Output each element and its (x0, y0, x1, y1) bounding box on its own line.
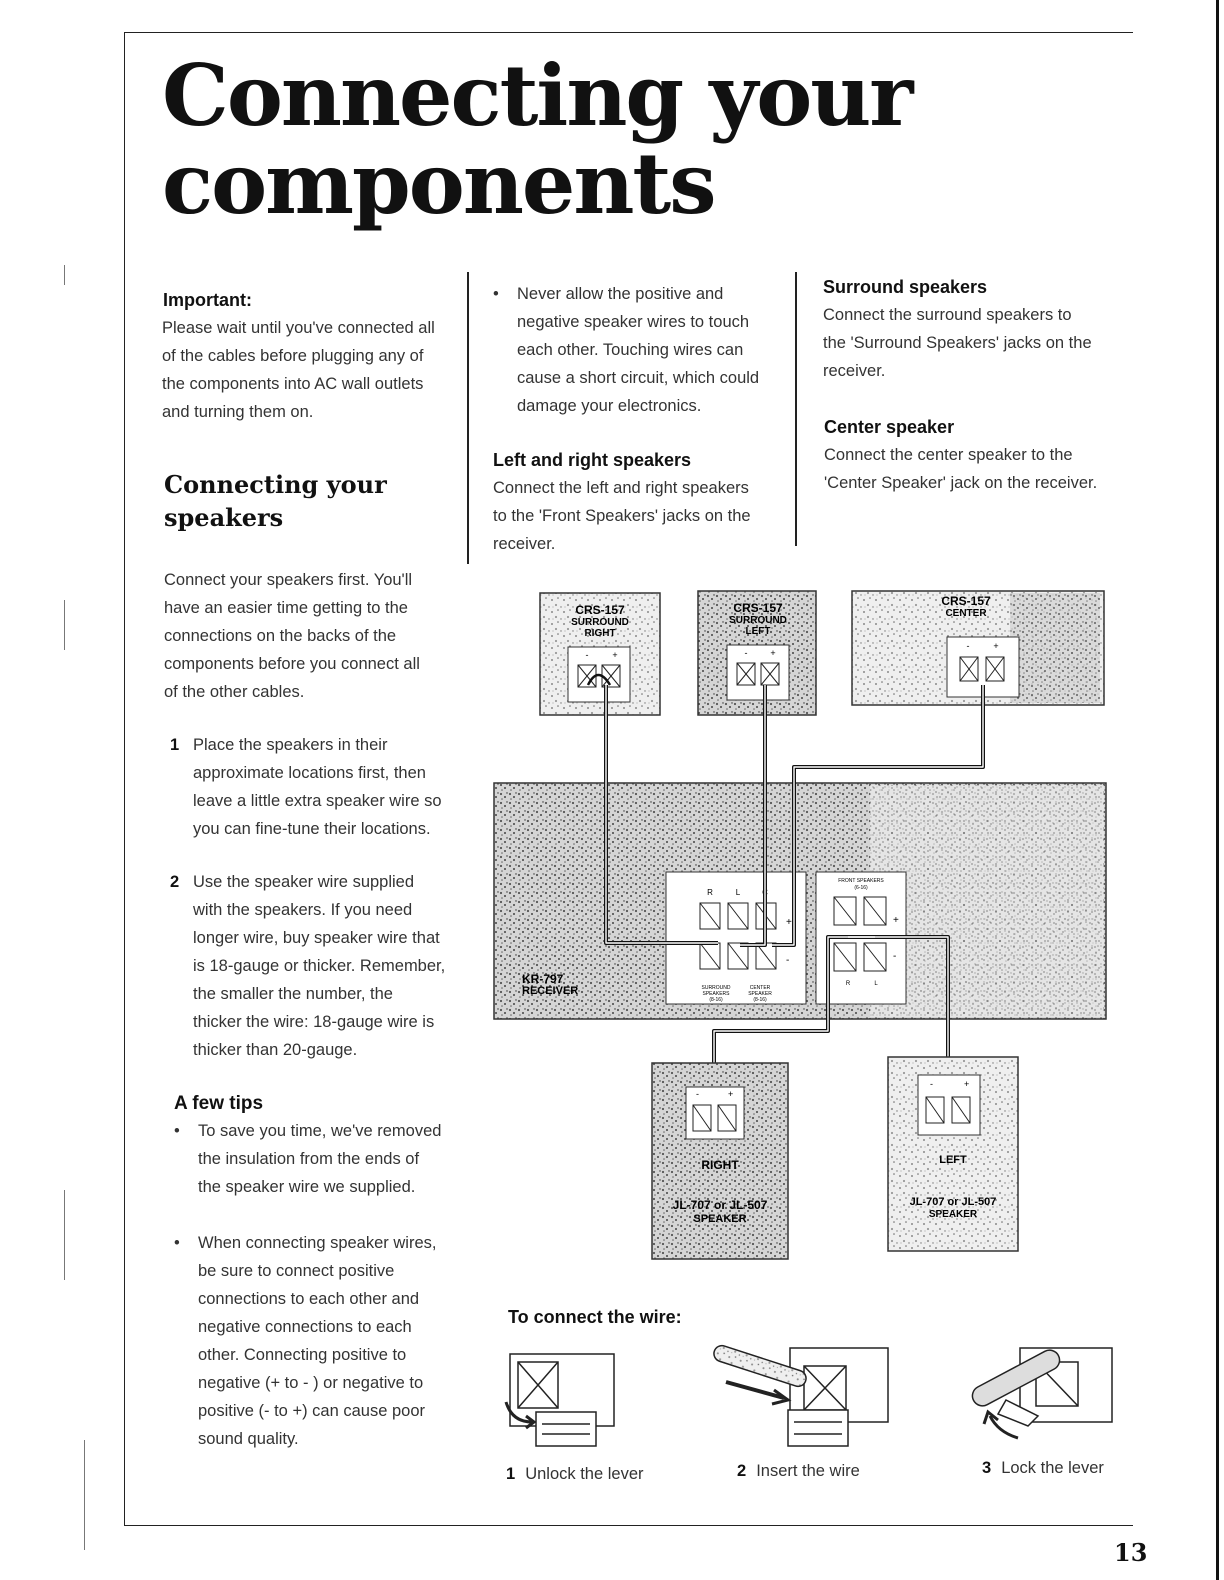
receiver-jack-label: L (735, 888, 741, 897)
label-surround-right-model: CRS-157 (575, 603, 625, 617)
speaker-center (852, 591, 1104, 705)
label-surround-left-model: CRS-157 (733, 601, 783, 615)
speaker-surround-right (540, 593, 660, 715)
terminal-unlock-illustration (506, 1354, 614, 1446)
speakers-intro: Connect your speakers first. You'll have an easier time getting to the connections on the backs of the components before you connect all of the other cables. (164, 571, 420, 701)
important-text: Please wait until you've connected all of the cables before plugging any of the components into AC wall outlets and turning them on. (162, 319, 435, 421)
receiver-jack-label: R (707, 888, 713, 897)
minus-sign: - (966, 641, 970, 651)
speaker-front-right (652, 1063, 788, 1259)
label-front-left-model: JL-707 or JL-507 (909, 1196, 997, 1208)
receiver-jack-label: C (762, 888, 768, 897)
receiver-front-r: R (845, 981, 851, 987)
receiver-center-label: SPEAKER (748, 991, 772, 997)
label-front-left-type: SPEAKER (928, 1209, 978, 1220)
margin-mark (64, 600, 65, 650)
minus-sign: - (744, 648, 748, 658)
page-number: 13 (1114, 1538, 1148, 1567)
scan-edge (1216, 0, 1219, 1580)
terminal-insert-illustration (712, 1344, 888, 1446)
label-receiver-model: KR-797 (522, 972, 564, 986)
page-title: Connecting your components (162, 46, 912, 233)
receiver-surround-label: SURROUND (701, 985, 731, 991)
plus-sign: + (964, 1079, 970, 1089)
surround-text: Connect the surround speakers to the 'Surround Speakers' jacks on the receiver. (823, 306, 1092, 380)
speaker-front-left (888, 1057, 1018, 1251)
section-heading-speakers: Connecting your speakers (164, 470, 387, 532)
plus-sign: + (993, 641, 999, 651)
margin-mark (64, 265, 65, 285)
minus-sign: - (930, 1079, 933, 1089)
plus-sign: + (786, 917, 792, 928)
wire-steps-heading: To connect the wire: (508, 1307, 682, 1327)
receiver-center-label: CENTER (749, 985, 771, 991)
receiver-center-label: (8-16) (753, 997, 767, 1003)
label-surround-left-side: LEFT (745, 626, 771, 637)
plus-sign: + (770, 648, 776, 658)
label-center-model: CRS-157 (941, 594, 991, 608)
receiver-front-label: FRONT SPEAKERS (838, 878, 884, 884)
wire-step-3: 3 Lock the lever (982, 1459, 1104, 1477)
margin-mark (84, 1440, 85, 1550)
label-surround-right-type: SURROUND (571, 617, 629, 628)
terminal-lock-illustration (969, 1347, 1112, 1438)
receiver-kr-797 (494, 783, 1106, 1019)
label-surround-left-type: SURROUND (729, 615, 787, 626)
receiver-surround-label: (8-16) (709, 997, 723, 1003)
minus-sign: - (585, 650, 589, 660)
lr-speakers-heading: Left and right speakers (493, 450, 692, 470)
wire-step-2: 2 Insert the wire (737, 1462, 860, 1480)
receiver-front-l: L (874, 981, 878, 987)
surround-heading: Surround speakers (823, 277, 988, 297)
minus-sign: - (696, 1089, 699, 1099)
wire-step-1: 1 Unlock the lever (506, 1465, 644, 1483)
wire-step-illustrations (498, 1340, 1118, 1458)
label-front-right-model: JL-707 or JL-507 (672, 1198, 768, 1212)
important-heading: Important: (163, 290, 252, 310)
label-front-right-type: SPEAKER (693, 1213, 747, 1225)
tips-heading: A few tips (174, 1093, 264, 1114)
speaker-surround-left (698, 591, 816, 715)
receiver-front-label: (6-16) (854, 885, 868, 891)
label-center-type: CENTER (945, 608, 987, 619)
label-front-right-side: RIGHT (701, 1158, 739, 1172)
label-surround-right-side: RIGHT (584, 628, 616, 639)
margin-mark (64, 1190, 65, 1280)
center-heading: Center speaker (824, 417, 955, 437)
center-text: Connect the center speaker to the 'Center Speaker' jack on the receiver. (824, 446, 1098, 492)
wiring-diagram (490, 585, 1110, 1265)
minus-sign: - (786, 955, 790, 966)
label-receiver-type: RECEIVER (522, 985, 579, 997)
plus-sign: + (728, 1089, 734, 1099)
plus-sign: + (893, 915, 899, 926)
lr-speakers-text: Connect the left and right speakers to the 'Front Speakers' jacks on the receiver. (493, 479, 751, 553)
column-divider (467, 272, 469, 564)
plus-sign: + (612, 650, 618, 660)
receiver-surround-label: SPEAKERS (702, 991, 730, 997)
minus-sign: - (893, 951, 897, 962)
label-front-left-side: LEFT (939, 1154, 967, 1166)
